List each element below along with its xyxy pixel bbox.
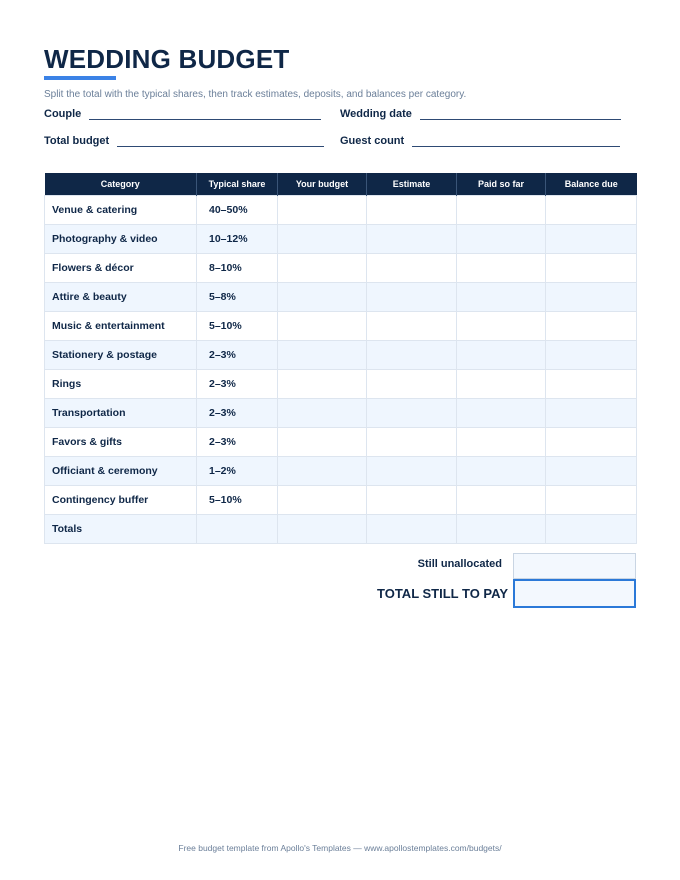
estimate-cell[interactable] <box>367 515 457 544</box>
table-row <box>45 283 637 312</box>
paid-so-far-cell[interactable] <box>457 399 546 428</box>
category-cell: Contingency buffer <box>45 486 197 515</box>
couple-field <box>44 104 321 120</box>
column-header: Estimate <box>367 173 457 196</box>
paid-so-far-cell[interactable] <box>457 457 546 486</box>
typical-share-cell: 2–3% <box>197 428 278 457</box>
your-budget-cell[interactable] <box>278 225 367 254</box>
balance-due-cell[interactable] <box>546 196 637 225</box>
estimate-cell[interactable] <box>367 254 457 283</box>
typical-share-cell: 5–8% <box>197 283 278 312</box>
paid-so-far-cell[interactable] <box>457 515 546 544</box>
table-row <box>45 457 637 486</box>
your-budget-cell[interactable] <box>278 283 367 312</box>
column-header: Your budget <box>278 173 367 196</box>
balance-due-cell[interactable] <box>546 312 637 341</box>
balance-due-cell[interactable] <box>546 399 637 428</box>
paid-so-far-cell[interactable] <box>457 341 546 370</box>
paid-so-far-cell[interactable] <box>457 196 546 225</box>
paid-so-far-cell[interactable] <box>457 312 546 341</box>
table-row <box>45 196 637 225</box>
category-cell: Rings <box>45 370 197 399</box>
guest-count-label: Guest count <box>340 135 405 147</box>
totals-label-cell: Totals <box>45 515 197 544</box>
total-still-to-pay-label: TOTAL STILL TO PAY <box>377 586 508 601</box>
wedding-date-field <box>340 104 621 120</box>
your-budget-cell[interactable] <box>278 486 367 515</box>
typical-share-cell: 2–3% <box>197 370 278 399</box>
balance-due-cell[interactable] <box>546 341 637 370</box>
wedding-date-label: Wedding date <box>340 108 412 120</box>
balance-due-cell[interactable] <box>546 428 637 457</box>
estimate-cell[interactable] <box>367 457 457 486</box>
guest-count-field <box>340 131 620 147</box>
paid-so-far-cell[interactable] <box>457 225 546 254</box>
typical-share-cell: 2–3% <box>197 399 278 428</box>
total-budget-label: Total budget <box>44 135 110 147</box>
category-cell: Attire & beauty <box>45 283 197 312</box>
balance-due-cell[interactable] <box>546 283 637 312</box>
category-cell: Flowers & décor <box>45 254 197 283</box>
paid-so-far-cell[interactable] <box>457 486 546 515</box>
table-row <box>45 399 637 428</box>
category-cell: Music & entertainment <box>45 312 197 341</box>
estimate-cell[interactable] <box>367 486 457 515</box>
paid-so-far-cell[interactable] <box>457 370 546 399</box>
table-header-row <box>45 173 637 196</box>
estimate-cell[interactable] <box>367 399 457 428</box>
column-header: Typical share <box>197 173 278 196</box>
your-budget-cell[interactable] <box>278 254 367 283</box>
footer-credit: Free budget template from Apollo's Templates — www.apollostemplates.com/budgets/ <box>178 843 502 853</box>
title-accent-bar <box>44 76 116 80</box>
table-row <box>45 254 637 283</box>
typical-share-cell: 5–10% <box>197 486 278 515</box>
category-cell: Stationery & postage <box>45 341 197 370</box>
total-budget-input-line[interactable] <box>117 136 324 147</box>
category-cell: Venue & catering <box>45 196 197 225</box>
column-header: Category <box>45 173 197 196</box>
wedding-date-input-line[interactable] <box>420 109 621 120</box>
total-still-to-pay-cell[interactable] <box>513 579 636 608</box>
page-title: WEDDING BUDGET <box>44 44 290 74</box>
budget-table <box>44 173 637 544</box>
typical-share-cell: 5–10% <box>197 312 278 341</box>
still-unallocated-label: Still unallocated <box>417 558 502 570</box>
totals-row <box>45 515 637 544</box>
balance-due-cell[interactable] <box>546 254 637 283</box>
category-cell: Photography & video <box>45 225 197 254</box>
your-budget-cell[interactable] <box>278 399 367 428</box>
typical-share-cell: 40–50% <box>197 196 278 225</box>
typical-share-cell: 2–3% <box>197 341 278 370</box>
category-cell: Favors & gifts <box>45 428 197 457</box>
column-header: Balance due <box>546 173 637 196</box>
typical-share-cell: 8–10% <box>197 254 278 283</box>
balance-due-cell[interactable] <box>546 515 637 544</box>
estimate-cell[interactable] <box>367 225 457 254</box>
couple-input-line[interactable] <box>89 109 321 120</box>
your-budget-cell[interactable] <box>278 515 367 544</box>
estimate-cell[interactable] <box>367 370 457 399</box>
your-budget-cell[interactable] <box>278 370 367 399</box>
balance-due-cell[interactable] <box>546 457 637 486</box>
your-budget-cell[interactable] <box>278 196 367 225</box>
balance-due-cell[interactable] <box>546 486 637 515</box>
estimate-cell[interactable] <box>367 283 457 312</box>
paid-so-far-cell[interactable] <box>457 254 546 283</box>
estimate-cell[interactable] <box>367 428 457 457</box>
typical-share-cell <box>197 515 278 544</box>
balance-due-cell[interactable] <box>546 370 637 399</box>
table-row <box>45 312 637 341</box>
total-budget-field <box>44 131 324 147</box>
column-header: Paid so far <box>457 173 546 196</box>
estimate-cell[interactable] <box>367 341 457 370</box>
table-row <box>45 370 637 399</box>
your-budget-cell[interactable] <box>278 457 367 486</box>
typical-share-cell: 1–2% <box>197 457 278 486</box>
table-row <box>45 341 637 370</box>
guest-count-input-line[interactable] <box>412 136 620 147</box>
table-row <box>45 486 637 515</box>
category-cell: Transportation <box>45 399 197 428</box>
couple-label: Couple <box>44 108 82 120</box>
estimate-cell[interactable] <box>367 196 457 225</box>
your-budget-cell[interactable] <box>278 341 367 370</box>
category-cell: Officiant & ceremony <box>45 457 197 486</box>
paid-so-far-cell[interactable] <box>457 283 546 312</box>
paid-so-far-cell[interactable] <box>457 428 546 457</box>
estimate-cell[interactable] <box>367 312 457 341</box>
your-budget-cell[interactable] <box>278 312 367 341</box>
still-unallocated-cell[interactable] <box>513 553 636 579</box>
balance-due-cell[interactable] <box>546 225 637 254</box>
your-budget-cell[interactable] <box>278 428 367 457</box>
typical-share-cell: 10–12% <box>197 225 278 254</box>
table-row <box>45 428 637 457</box>
page-subtitle: Split the total with the typical shares, then track estimates, deposits, and balances per category. <box>44 89 467 100</box>
table-row <box>45 225 637 254</box>
